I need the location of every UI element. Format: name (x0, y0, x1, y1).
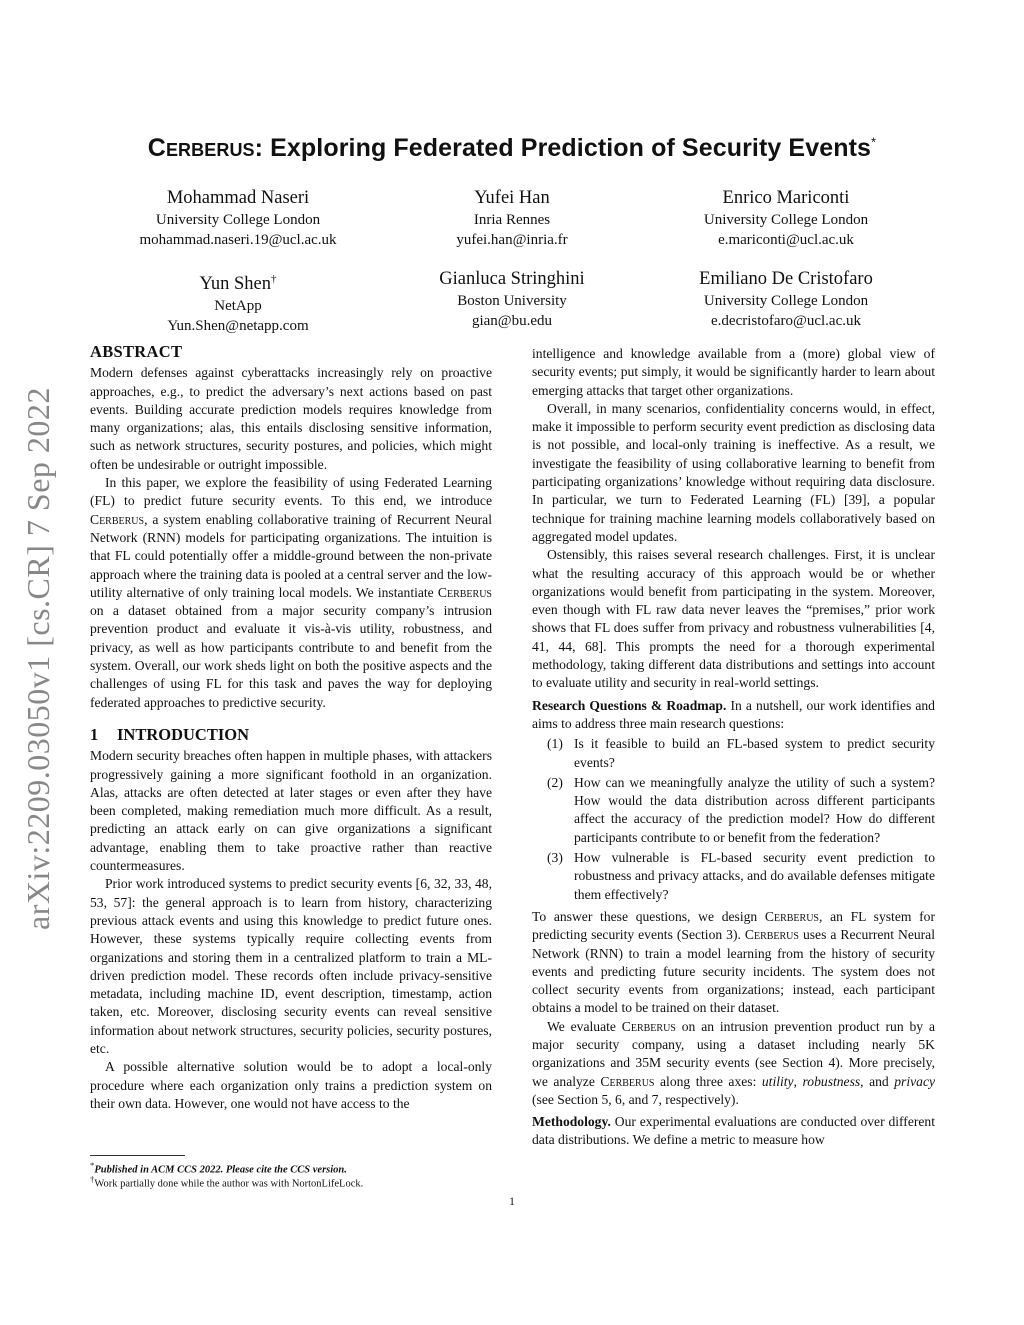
section-title: INTRODUCTION (117, 724, 250, 744)
author-affiliation: University College London (155, 212, 321, 228)
author-block (362, 186, 662, 250)
body-paragraph: Overall, in many scenarios, confidentiality concerns would, in effect, make it impossible to perform security event prediction as disclosing data is not possible, and local-only training is ineffective. As a result, we investigate the feasibility of using collaborative learning to benefit from participating organizations’ knowledge without requiring data disclosure. In particular, we turn to Federated Learning (FL) [39], a popular technique for training machine learning models collaboratively based on aggregated model updates. (532, 400, 935, 544)
author-block (88, 186, 388, 250)
intro-paragraph: A possible alternative solution would be to adopt a local-only procedure where each organization only trains a prediction system on their own data. However, one would not have access to the (90, 1059, 492, 1111)
title-rest: : Exploring Federated Prediction of Security Events (254, 134, 872, 162)
author-email: yufei.han@inria.fr (456, 232, 568, 248)
list-item-number: (2) (547, 774, 563, 790)
author-block (636, 186, 936, 250)
paragraph-label: Research Questions & Roadmap. (532, 697, 727, 713)
author-name: Mohammad Naseri (166, 188, 310, 208)
right-column (532, 345, 935, 1150)
list-item (532, 774, 935, 847)
research-questions-paragraph (532, 697, 935, 734)
footnote-mark: † (90, 1174, 95, 1184)
emphasis: robustness (802, 1073, 861, 1089)
text-run: on an intrusion prevention product run by a major security company, using a dataset including nearly 5K organizations and 35M security events (see Section 4). More precisely, we analyze (532, 1018, 935, 1089)
author-name: Enrico Mariconti (722, 188, 850, 208)
author-affiliation: NetApp (214, 298, 262, 315)
abstract-paragraph (90, 474, 492, 712)
text-run: (see Section 5, 6, and 7, respectively). (532, 1091, 739, 1107)
body-paragraph (532, 1018, 935, 1109)
text-run: To answer these questions, we design (532, 908, 765, 924)
list-item-number: (1) (547, 736, 563, 752)
author-affiliation: Boston University (457, 293, 567, 309)
list-item-text: How can we meaningfully analyze the utility of such a system? How would the data distribution across different participants affect the accuracy of the prediction model? How do different participants contribute to or benefit from the federation? (574, 774, 935, 845)
body-paragraph: Ostensibly, this raises several research challenges. First, it is unclear what the resulting accuracy of this approach would be or whether organizations would benefit from participating in the system. Moreover, even though with FL raw data never leaves the “premises,” prior work shows that FL does suffer from privacy and robustness vulnerabilities [4, 41, 44, 68]. This prompts the need for a thorough experimental methodology, taking different data distributions and settings into account to evaluate utility and security in real-world settings. (532, 547, 935, 691)
paper-title (0, 134, 1024, 163)
list-item-number: (3) (547, 850, 563, 866)
author-name: Yufei Han (474, 188, 550, 208)
system-name: Cerberus (621, 1018, 676, 1034)
footnote (90, 1172, 363, 1192)
text-run: , a system enabling collaborative training of Recurrent Neural Network (RNN) models for participating organizations. The intuition is that FL could potentially offer a middle-ground between the non-private approach where the training data is pooled at a central server and the low-utility alternative of only training local models. We instantiate (90, 511, 492, 600)
author-footnote-mark: † (270, 273, 277, 285)
list-item-text: How vulnerable is FL-based security event prediction to robustness and privacy attacks, and do available defenses mitigate them effectively? (574, 850, 935, 902)
abstract-paragraph: Modern defenses against cyberattacks increasingly rely on proactive approaches, e.g., to predict the adversary’s next actions based on past events. Building accurate prediction models requires knowledge from many organizations; alas, this entails disclosing sensitive information, such as network structures, security postures, and policies, which might often be undesirable or outright impossible. (90, 365, 492, 472)
section-heading (90, 726, 492, 744)
footnote-divider (90, 1155, 185, 1156)
intro-paragraph: Prior work introduced systems to predict security events [6, 32, 33, 48, 53, 57]: the general approach is to learn from history, characterizing previous attack events and using this knowledge to predict future ones. However, these systems typically require collecting events from organizations and storing them in a centralized platform to train a ML-driven prediction model. These records often include privacy-sensitive metadata, including machine ID, event description, timestamp, action taken, etc. Moreover, disclosing security events can reveal sensitive information about network structures, security policies, security postures, etc. (90, 876, 492, 1056)
author-email: e.mariconti@ucl.ac.uk (718, 232, 854, 248)
author-affiliation: University College London (703, 293, 869, 309)
text-run: on a dataset obtained from a major security company’s intrusion prevention product and evaluate it vis-à-vis utility, robustness, and privacy, as well as how participants contribute to and benefit from the system. Overall, our work sheds light on both the positive aspects and the challenges of using FL for this task and paves the way for deploying federated approaches to predictive security. (90, 603, 492, 710)
author-email: Yun.Shen@netapp.com (167, 318, 309, 335)
author-block (362, 267, 662, 331)
text-run: , and (860, 1073, 895, 1089)
author-name (88, 267, 388, 296)
system-name: Cerberus (600, 1073, 655, 1089)
body-paragraph (532, 908, 935, 1018)
footnote-text: Published in ACM CCS 2022. Please cite the CCS version. (94, 1164, 347, 1176)
list-item-text: Is it feasible to build an FL-based system to predict security events? (574, 736, 935, 770)
footnote-mark: * (90, 1160, 95, 1170)
text-run: We evaluate (547, 1018, 622, 1034)
text-run: Our experimental evaluations are conducted over different data distributions. We define a metric to measure how (532, 1114, 935, 1148)
arxiv-stamp: arXiv:2209.03050v1 [cs.CR] 7 Sep 2022 (20, 387, 56, 930)
author-email: e.decristofaro@ucl.ac.uk (711, 313, 861, 329)
author-block (636, 267, 936, 331)
list-item (532, 849, 935, 904)
text-run: , (793, 1073, 803, 1089)
paragraph-label: Methodology. (532, 1114, 611, 1130)
research-questions-list (532, 735, 935, 904)
text-run: , an FL system for predicting security events (Section 3). (532, 908, 935, 943)
body-paragraph: intelligence and knowledge available from a (more) global view of security events; put simply, it would be significantly harder to learn about emerging attacks that target other organizations. (532, 346, 935, 398)
emphasis: privacy (894, 1073, 936, 1089)
author-block (88, 267, 388, 336)
text-run: along three axes: (654, 1073, 762, 1089)
title-system-name: Cerberus (147, 134, 255, 162)
system-name: Cerberus (764, 908, 819, 924)
left-column (90, 343, 492, 1113)
title-footnote-mark: * (871, 134, 877, 150)
author-affiliation: Inria Rennes (473, 212, 551, 228)
text-run: uses a Recurrent Neural Network (RNN) to train a model learning from the history of security events and predicting future security incidents. The system does not collect security events from organizations; instead, each participant obtains a model to be trained on their dataset. (532, 927, 935, 1016)
author-email: mohammad.naseri.19@ucl.ac.uk (139, 232, 337, 248)
intro-paragraph: Modern security breaches often happen in multiple phases, with attackers progressively gaining a more significant foothold in an organization. Alas, attacks are often detected at later stages or even after they have been completed, making remediation much more difficult. As a result, predicting an attack early on can give organizations a significant advantage, enabling them to take proactive rather than reactive countermeasures. (90, 748, 492, 874)
section-number: 1 (90, 724, 99, 744)
text-run: In this paper, we explore the feasibility of using Federated Learning (FL) to predict future security events. To this end, we introduce (90, 475, 492, 509)
author-email: gian@bu.edu (471, 313, 553, 329)
system-name: Cerberus (90, 511, 145, 527)
list-item (532, 735, 935, 772)
author-name: Gianluca Stringhini (439, 269, 585, 289)
system-name: Cerberus (744, 927, 799, 943)
emphasis: utility (761, 1073, 794, 1089)
footnote-text: Work partially done while the author was with NortonLifeLock. (94, 1178, 364, 1190)
page-number: 1 (509, 1196, 515, 1208)
text-run: In a nutshell, our work identifies and aims to address three main research questions: (532, 697, 935, 731)
methodology-paragraph (532, 1113, 935, 1150)
author-name: Emiliano De Cristofaro (699, 269, 873, 289)
abstract-heading: ABSTRACT (90, 342, 183, 361)
system-name: Cerberus (437, 584, 492, 600)
author-name-text: Yun Shen (199, 274, 271, 295)
author-affiliation: University College London (703, 212, 869, 228)
